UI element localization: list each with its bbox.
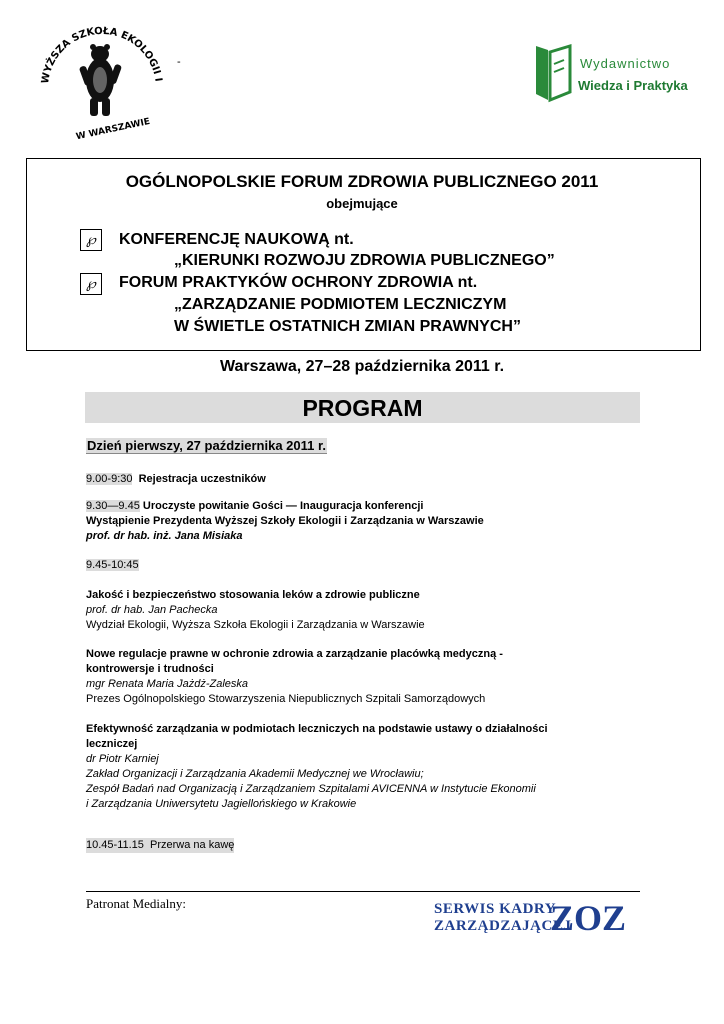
- speaker: mgr Renata Maria Jażdż-Zaleska: [86, 678, 249, 690]
- school-logo: [34, 18, 170, 146]
- conference-title: „KIERUNKI ROZWOJU ZDROWIA PUBLICZNEGO”: [174, 252, 555, 269]
- schedule-item: [86, 499, 423, 514]
- forum-subtitle: obejmujące: [326, 196, 398, 211]
- media-logo-line1: SERWIS KADRY: [434, 901, 557, 917]
- media-patron-logo: [432, 900, 632, 940]
- publisher-name-line1: Wydawnictwo: [580, 56, 671, 71]
- time-slot: 9.00-9:30: [86, 473, 133, 485]
- forum-title-line1: „ZARZĄDZANIE PODMIOTEM LECZNICZYM: [174, 296, 507, 313]
- schedule-item: [86, 472, 266, 487]
- time-slot: 10.45-11.15: [86, 839, 144, 851]
- forum-label: FORUM PRAKTYKÓW OCHRONY ZDROWIA nt.: [119, 274, 478, 291]
- schedule-item: [86, 558, 139, 573]
- school-logo-text: WYŻSZA SZKOŁA EKOLOGII I: [39, 25, 164, 85]
- conference-label: KONFERENCJĘ NAUKOWĄ nt.: [119, 231, 354, 248]
- affiliation: Wydział Ekologii, Wyższa Szkoła Ekologii i Zarządzania w Warszawie: [86, 619, 425, 631]
- speaker: prof. dr hab. inż. Jana Misiaka: [86, 530, 243, 542]
- publisher-name-line2: Wiedza i Praktyka: [578, 78, 688, 93]
- talk-title: kontrowersje i trudności: [86, 663, 214, 675]
- item-label: Przerwa na kawę: [150, 839, 235, 851]
- talk-title: Jakość i bezpieczeństwo stosowania leków a zdrowie publiczne: [86, 589, 420, 601]
- schedule-item: [86, 838, 234, 853]
- item-label: Uroczyste powitanie Gości — Inauguracja konferencji: [142, 500, 424, 512]
- item-label: Rejestracja uczestników: [138, 473, 266, 485]
- logo-dash: -: [177, 56, 181, 68]
- svg-text:W WARSZAWIE: W WARSZAWIE: [75, 116, 152, 143]
- media-logo-big: ZOZ: [550, 898, 627, 938]
- speaker: prof. dr hab. Jan Pachecka: [86, 604, 218, 616]
- program-title: PROGRAM: [302, 395, 423, 421]
- forum-title: OGÓLNOPOLSKIE FORUM ZDROWIA PUBLICZNEGO 2011: [125, 172, 599, 191]
- affiliation: Zespół Badań nad Organizacją i Zarządzaniem Szpitalami AVICENNA w Instytucie Ekonomii: [86, 783, 536, 795]
- item-detail: Wystąpienie Prezydenta Wyższej Szkoły Ekologii i Zarządzania w Warszawie: [86, 515, 484, 527]
- talk-title: Efektywność zarządzania w podmiotach leczniczych na podstawie ustawy o działalności: [86, 723, 548, 735]
- time-slot: 9.45-10:45: [86, 559, 139, 571]
- affiliation: Zakład Organizacji i Zarządzania Akademii Medycznej we Wrocławiu;: [86, 768, 424, 780]
- speaker: dr Piotr Karniej: [86, 753, 159, 765]
- forum-title-line2: W ŚWIETLE OSTATNICH ZMIAN PRAWNYCH”: [174, 318, 521, 335]
- time-slot: 9.30—9.45: [86, 500, 140, 512]
- book-icon: [530, 42, 576, 104]
- talk-title: leczniczej: [86, 738, 138, 750]
- bullet-box-icon: ℘: [80, 229, 102, 251]
- date-line: Warszawa, 27–28 października 2011 r.: [219, 358, 505, 375]
- footer-divider: [86, 891, 640, 892]
- talk-title: Nowe regulacje prawne w ochronie zdrowia a zarządzanie placówką medyczną -: [86, 648, 503, 660]
- publisher-logo: [530, 40, 700, 106]
- media-logo-line2: ZARZĄDZAJĄCEJ: [434, 918, 572, 934]
- day-label: Dzień pierwszy, 27 października 2011 r.: [87, 438, 326, 453]
- bullet-box-icon: ℘: [80, 273, 102, 295]
- affiliation: Prezes Ogólnopolskiego Stowarzyszenia Niepublicznych Szpitali Samorządowych: [86, 693, 486, 705]
- affiliation: i Zarządzania Uniwersytetu Jagiellońskiego w Krakowie: [86, 798, 357, 810]
- patronat-label: Patronat Medialny:: [86, 896, 187, 911]
